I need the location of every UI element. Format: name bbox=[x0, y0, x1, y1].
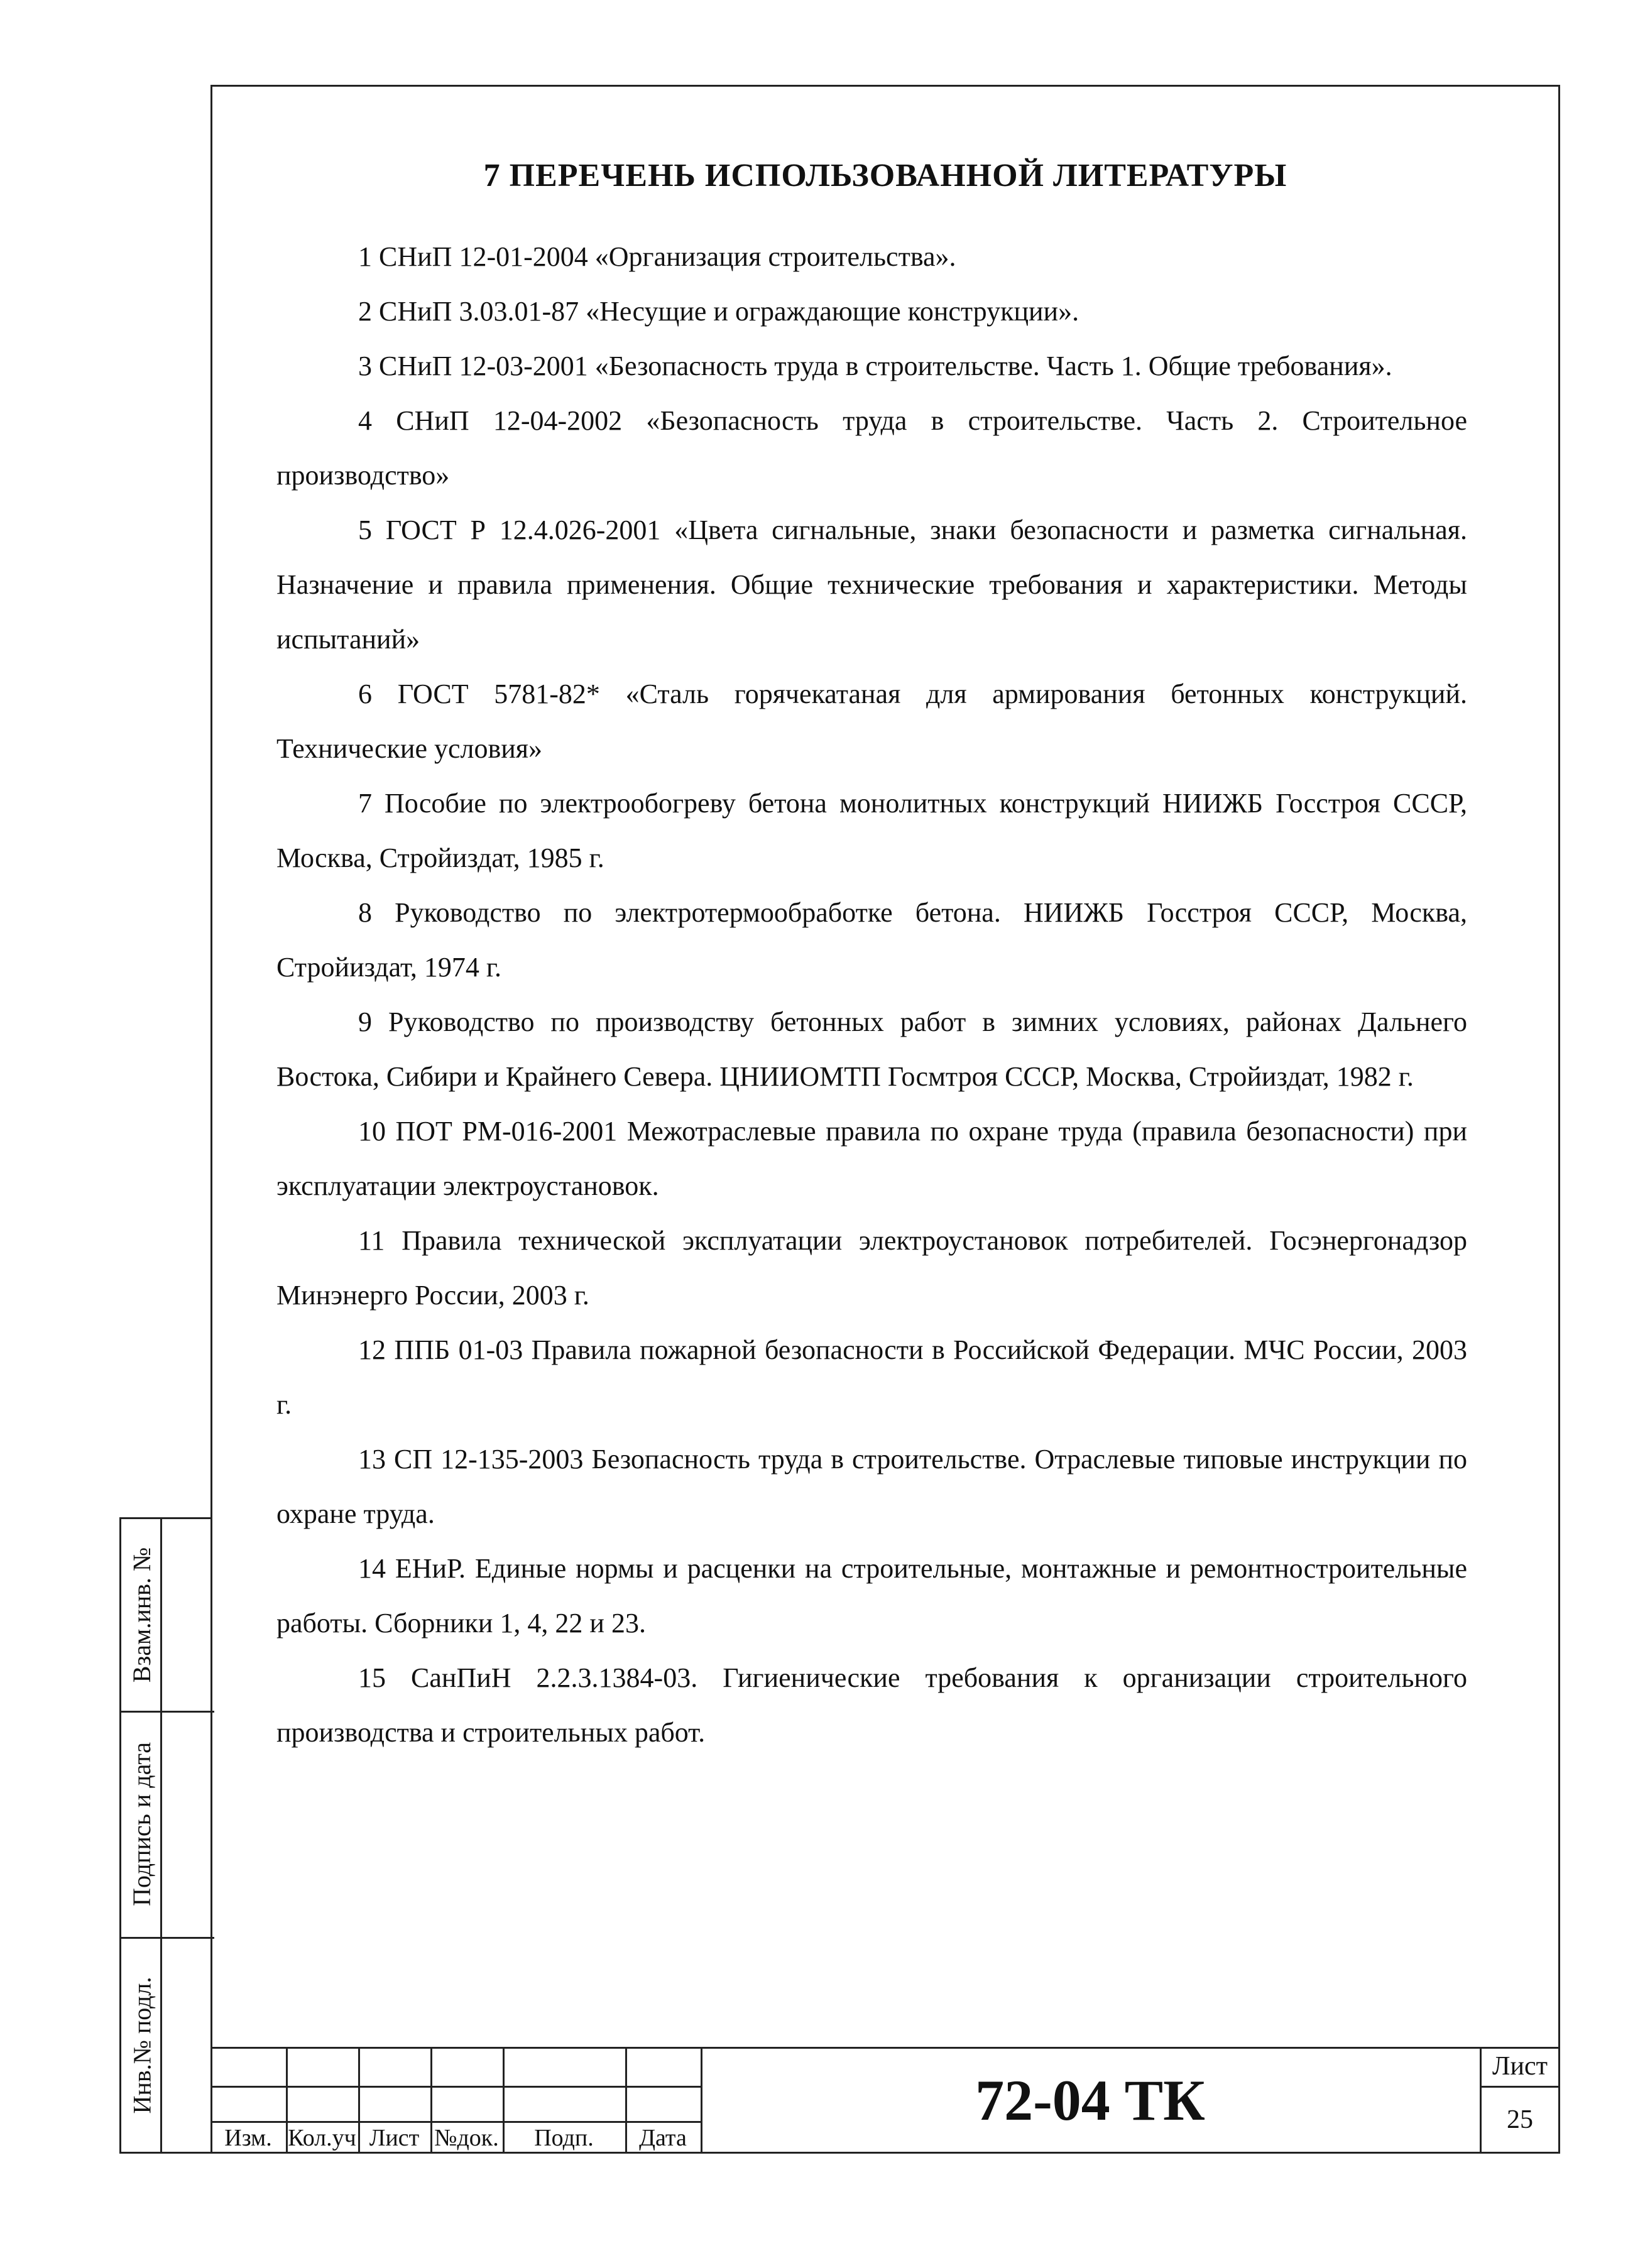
reference-number: 13 bbox=[358, 1444, 386, 1475]
reference-text: Руководство по производству бетонных работ в зимних условиях, районах Дальнего Востока, Сибири и Крайнего Севера. ЦНИИОМТП Госмтроя СССР, Москва, Стройиздат, 1982 г. bbox=[276, 1006, 1468, 1092]
side-label-vzam: Взам.инв. № bbox=[128, 1547, 156, 1683]
col-data: Дата bbox=[639, 2125, 687, 2151]
reference-text: ПОТ РМ-016-2001 Межотраслевые правила по охране труда (правила безопасности) при эксплуатации электроустановок. bbox=[276, 1116, 1468, 1201]
reference-text: СНиП 12-01-2004 «Организация строительства». bbox=[379, 241, 956, 272]
reference-item bbox=[276, 995, 1467, 1104]
reference-number: 15 bbox=[358, 1662, 386, 1693]
reference-item bbox=[276, 339, 1467, 393]
reference-text: СНиП 3.03.01-87 «Несущие и ограждающие конструкции». bbox=[379, 296, 1079, 327]
document-code: 72-04 ТК bbox=[975, 2068, 1205, 2132]
reference-item bbox=[276, 1432, 1467, 1541]
reference-number: 11 bbox=[358, 1225, 385, 1256]
reference-text: Руководство по электротермообработке бетона. НИИЖБ Госстроя СССР, Москва, Стройиздат, 1974 г. bbox=[276, 897, 1468, 983]
reference-item bbox=[276, 284, 1467, 339]
side-label-inv: Инв.№ подл. bbox=[128, 1976, 156, 2114]
reference-number: 9 bbox=[358, 1006, 372, 1037]
side-label-podpis: Подпись и дата bbox=[128, 1742, 156, 1906]
reference-text: СанПиН 2.2.3.1384-03. Гигиенические требования к организации строительного производства и строительных работ. bbox=[276, 1662, 1467, 1748]
col-podp: Подп. bbox=[534, 2125, 594, 2151]
sheet-number: 25 bbox=[1507, 2105, 1533, 2134]
reference-item bbox=[276, 1541, 1467, 1650]
reference-number: 5 bbox=[358, 515, 372, 545]
reference-text: Правила технической эксплуатации электроустановок потребителей. Госэнергонадзор Минэнерго России, 2003 г. bbox=[276, 1225, 1467, 1311]
reference-number: 10 bbox=[358, 1116, 386, 1147]
col-list: Лист bbox=[369, 2125, 420, 2151]
reference-item bbox=[276, 1650, 1467, 1760]
col-n-dok: №док. bbox=[434, 2125, 499, 2151]
reference-text: ЕНиР. Единые нормы и расценки на строительные, монтажные и ремонтностроительные работы. Сборники 1, 4, 22 и 23. bbox=[276, 1553, 1467, 1638]
reference-text: ППБ 01-03 Правила пожарной безопасности в Российской Федерации. МЧС России, 2003 г. bbox=[276, 1334, 1467, 1420]
reference-item bbox=[276, 1213, 1467, 1322]
col-izm: Изм. bbox=[224, 2125, 272, 2151]
reference-number: 8 bbox=[358, 897, 372, 928]
reference-number: 3 bbox=[358, 351, 372, 381]
reference-number: 6 bbox=[358, 679, 372, 709]
reference-text: ГОСТ Р 12.4.026-2001 «Цвета сигнальные, знаки безопасности и разметка сигнальная. Назначение и правила применения. Общие технические требования и характеристики. Методы испытаний» bbox=[276, 515, 1467, 655]
reference-item bbox=[276, 229, 1467, 284]
sheet-label: Лист bbox=[1492, 2052, 1548, 2081]
reference-item bbox=[276, 393, 1467, 503]
page-title: 7 ПЕРЕЧЕНЬ ИСПОЛЬЗОВАННОЙ ЛИТЕРАТУРЫ bbox=[483, 158, 1287, 194]
title-block bbox=[210, 2047, 1560, 2154]
reference-number: 1 bbox=[358, 241, 372, 272]
reference-item bbox=[276, 885, 1467, 995]
reference-item bbox=[276, 503, 1467, 667]
reference-number: 12 bbox=[358, 1334, 386, 1365]
reference-item bbox=[276, 1322, 1467, 1432]
reference-list bbox=[276, 229, 1467, 1760]
reference-number: 2 bbox=[358, 296, 372, 327]
reference-number: 7 bbox=[358, 788, 372, 819]
reference-text: СП 12-135-2003 Безопасность труда в строительстве. Отраслевые типовые инструкции по охране труда. bbox=[276, 1444, 1467, 1529]
side-stamp bbox=[119, 1517, 212, 2154]
reference-number: 14 bbox=[358, 1553, 386, 1584]
col-kol-uch: Кол.уч bbox=[288, 2125, 356, 2151]
revision-table bbox=[210, 2047, 701, 2154]
reference-text: СНиП 12-03-2001 «Безопасность труда в строительстве. Часть 1. Общие требования». bbox=[379, 351, 1392, 381]
reference-item bbox=[276, 667, 1467, 776]
reference-text: ГОСТ 5781-82* «Сталь горячекатаная для армирования бетонных конструкций. Технические условия» bbox=[276, 679, 1467, 764]
reference-item bbox=[276, 1104, 1467, 1213]
reference-number: 4 bbox=[358, 405, 372, 436]
reference-text: Пособие по электрообогреву бетона монолитных конструкций НИИЖБ Госстроя СССР, Москва, Стройиздат, 1985 г. bbox=[276, 788, 1468, 873]
reference-text: СНиП 12-04-2002 «Безопасность труда в строительстве. Часть 2. Строительное производство» bbox=[276, 405, 1468, 491]
reference-item bbox=[276, 776, 1467, 885]
